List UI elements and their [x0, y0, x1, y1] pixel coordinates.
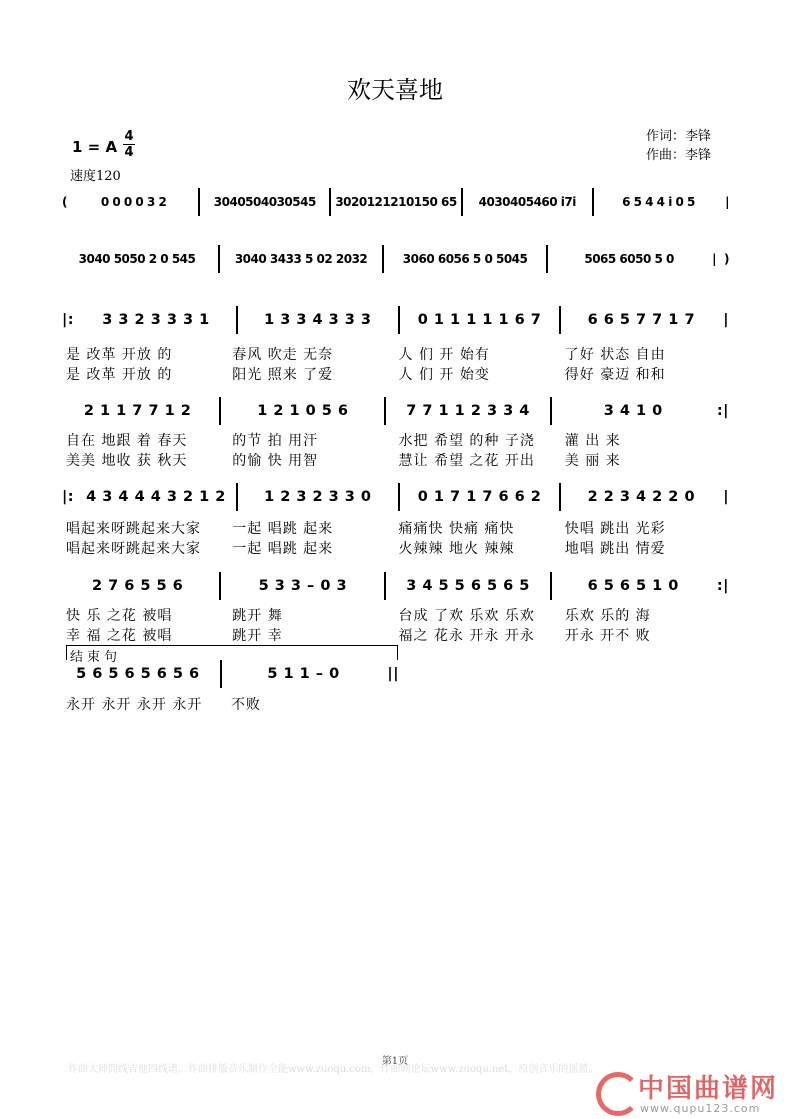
lyric-segment: 永开 永开 永开 永开	[66, 697, 203, 713]
lyric-segment: 美 丽 来	[564, 453, 621, 469]
lyric-segment: 是 改革 开放 的	[66, 367, 173, 383]
barline	[461, 188, 463, 216]
lyric-segment: 台成 了欢 乐欢 乐欢	[398, 608, 535, 624]
measure: 5065 6050 5 0	[584, 252, 674, 266]
measure: 3 4 1 0	[603, 403, 663, 419]
lyric-segment: 唱起来呀跳起来大家	[66, 521, 201, 537]
lyric-segment: 得好 豪迈 和和	[564, 367, 666, 383]
barline	[218, 245, 220, 273]
lyric-segment: 幸 福 之花 被唱	[66, 628, 173, 644]
lyric-segment: 的愉 快 用智	[232, 453, 319, 469]
lyric-segment: 一起 唱跳 起来	[232, 541, 334, 557]
measure: 6 5 4 4 i 0 5	[622, 195, 695, 209]
measure: 5 3 3 – 0 3	[258, 578, 348, 594]
meter-bottom: 4	[124, 145, 134, 160]
barline	[384, 572, 386, 600]
measure: 2 1 1 7 7 1 2	[83, 403, 192, 419]
lyric-segment: 快 乐 之花 被唱	[66, 608, 173, 624]
credits	[646, 127, 711, 165]
site-logo	[596, 1066, 786, 1116]
lyric-segment: 乐欢 乐的 海	[564, 608, 651, 624]
close-paren: )	[724, 252, 729, 266]
measure: 4 3 4 4 4 3 2 1 2	[86, 489, 226, 505]
lyric-segment: 美美 地收 获 秋天	[66, 453, 188, 469]
lyric-line	[66, 430, 731, 450]
measure: 3040 3433 5 02 2032	[234, 252, 368, 266]
lyric-segment: 慧让 希望 之花 开出	[398, 453, 535, 469]
lyric-line	[66, 605, 731, 625]
lyric-segment: 快唱 跳出 光彩	[564, 521, 666, 537]
barline	[398, 306, 400, 334]
barline	[398, 483, 400, 511]
notation-system	[58, 245, 733, 273]
notation-system	[58, 572, 733, 600]
barline	[382, 245, 384, 273]
measure: 5 1 1 – 0	[267, 666, 340, 682]
lyric-segment: 福之 花永 开永 开永	[398, 628, 535, 644]
measure: 3020121210150 65	[335, 195, 457, 209]
time-signature	[123, 129, 135, 160]
measure: 2 7 6 5 5 6	[91, 578, 184, 594]
measure: 2 2 3 4 2 2 0	[587, 489, 696, 505]
lyric-line	[66, 625, 731, 645]
lyric-segment: 人 们 开 始变	[398, 367, 490, 383]
open-paren: (	[62, 195, 67, 209]
barline	[559, 483, 561, 511]
barline	[546, 245, 548, 273]
tempo-marking: 速度120	[70, 169, 121, 184]
measure: 5 6 5 6 5 6 5 6	[76, 666, 200, 682]
measure: 3 3 2 3 3 3 1	[102, 312, 210, 328]
lyric-line	[66, 694, 396, 714]
measure: 3060 6056 5 0 5045	[402, 252, 528, 266]
measure: 0 1 1 1 1 1 6 7	[417, 312, 542, 328]
lyric-segment: 一起 唱跳 起来	[232, 521, 334, 537]
logo-text: 中国曲谱网	[638, 1074, 779, 1104]
composer: 作曲：李锋	[646, 148, 712, 163]
lyric-line	[66, 450, 731, 470]
lyricist: 作词：李锋	[646, 129, 712, 144]
lyric-line	[66, 344, 731, 364]
lyric-segment: 水把 希望 的种 子浇	[398, 433, 535, 449]
measure: 3 4 5 5 6 5 6 5	[406, 578, 530, 594]
lyric-segment: 火辣辣 地火 辣辣	[398, 541, 515, 557]
lyric-segment: 是 改革 开放 的	[66, 347, 173, 363]
end-barline: |	[725, 195, 729, 209]
lyric-segment: 了好 状态 自由	[564, 347, 666, 363]
lyric-segment: 自在 地跟 着 春天	[66, 433, 188, 449]
barline	[236, 483, 238, 511]
lyric-segment: 地唱 跳出 情爱	[564, 541, 666, 557]
notation-system	[58, 188, 733, 216]
meter-top: 4	[124, 129, 134, 144]
end-barline: |	[723, 489, 730, 505]
repeat-start: |:	[62, 312, 75, 328]
barline	[198, 188, 200, 216]
lyric-segment: 唱起来呀跳起来大家	[66, 541, 201, 557]
measure: 4030405460 i7i	[478, 195, 576, 209]
barline	[550, 397, 552, 425]
end-barline: :|	[716, 578, 729, 594]
lyric-line	[66, 364, 731, 384]
lyric-line	[66, 518, 731, 538]
end-barline: :|	[716, 403, 729, 419]
end-barline: ||	[387, 666, 399, 682]
lyric-segment: 开永 开不 败	[564, 628, 651, 644]
barline	[219, 572, 221, 600]
lyric-segment: 灌 出 来	[564, 433, 621, 449]
measure: 6 5 6 5 1 0	[587, 578, 679, 594]
barline	[592, 188, 594, 216]
lyric-segment: 人 们 开 始有	[398, 347, 490, 363]
notation-system	[58, 397, 733, 425]
lyric-segment: 跳开 舞	[232, 608, 283, 624]
logo-mark-icon	[596, 1072, 640, 1116]
logo-url: www.qupu123.com	[640, 1102, 761, 1115]
watermark: 作曲大师简线吉他四线谱，作曲排版音乐制作全能www.zuoqu.com，作曲网论坛www.zuoqu.net，原创音乐的摇篮。	[68, 1064, 599, 1075]
notation-system	[58, 306, 733, 334]
measure: 1 2 1 0 5 6	[257, 403, 349, 419]
end-barline: |	[712, 252, 717, 266]
page-number: 第1页	[381, 1056, 409, 1067]
barline	[220, 660, 222, 688]
measure: 1 2 3 2 3 3 0	[264, 489, 372, 505]
key-signature: 1 = A	[72, 138, 118, 156]
measure: 1 3 3 4 3 3 3	[264, 312, 372, 328]
lyric-segment: 痛痛快 快痛 痛快	[398, 521, 515, 537]
measure: 0 0 0 0 3 2	[100, 195, 167, 209]
barline	[550, 572, 552, 600]
measure: 7 7 1 1 2 3 3 4	[406, 403, 530, 419]
barline	[219, 397, 221, 425]
measure: 3040 5050 2 0 545	[78, 252, 196, 266]
repeat-start: |:	[62, 489, 75, 505]
notation-system	[58, 483, 733, 511]
end-barline: |	[723, 312, 730, 328]
measure: 6 6 5 7 7 1 7	[587, 312, 696, 328]
ending-label: 结束句	[70, 650, 122, 665]
barline	[559, 306, 561, 334]
lyric-segment: 的节 拍 用汗	[232, 433, 319, 449]
lyric-segment: 不败	[231, 697, 261, 713]
barline	[236, 306, 238, 334]
barline	[384, 397, 386, 425]
score-title: 欢天喜地	[347, 76, 443, 104]
lyric-segment: 阳光 照来 了爱	[232, 367, 334, 383]
measure: 3040504030545	[213, 195, 316, 209]
barline	[329, 188, 331, 216]
measure: 0 1 7 1 7 6 6 2	[417, 489, 542, 505]
lyric-segment: 跳开 幸	[232, 628, 283, 644]
lyric-segment: 春风 吹走 无奈	[232, 347, 334, 363]
lyric-line	[66, 538, 731, 558]
